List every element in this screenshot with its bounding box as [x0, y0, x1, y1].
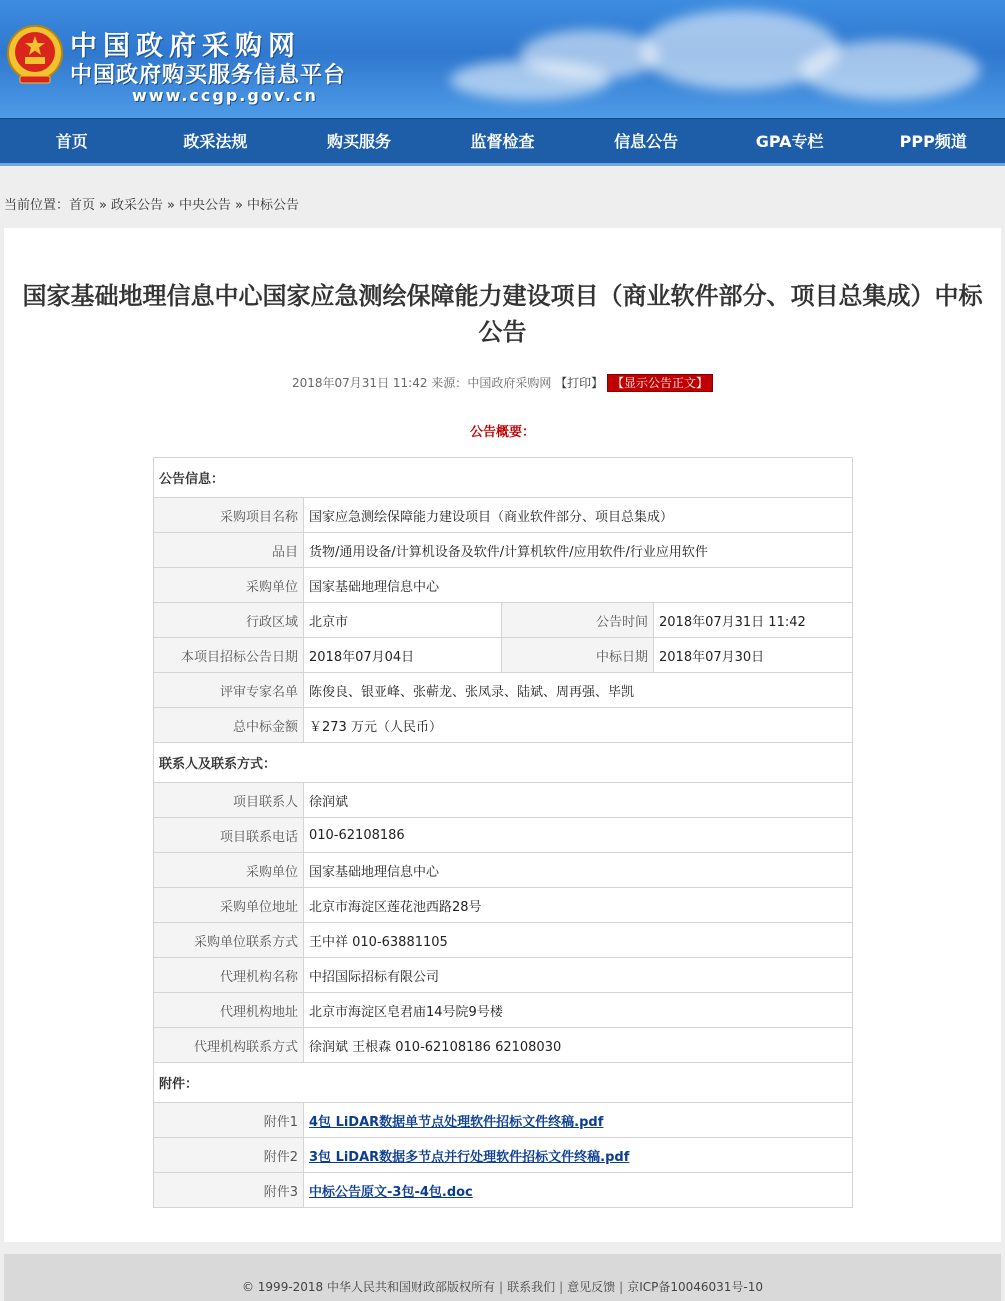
table-row [154, 498, 853, 533]
nav-item-gpa[interactable]: GPA专栏 [755, 132, 824, 151]
breadcrumb-separator: » [235, 198, 243, 213]
site-url[interactable]: www.ccgp.gov.cn [132, 86, 318, 105]
header-cloud [450, 60, 610, 100]
amount-value: ￥273 万元（人民币） [304, 708, 853, 743]
award-date-value: 2018年07月30日 [654, 638, 853, 673]
contact-phone-value: 010-62108186 [304, 818, 853, 853]
purchaser-contact-value: 王中祥 010-63881105 [304, 923, 853, 958]
notice-time-value: 2018年07月31日 11:42 [654, 603, 853, 638]
site-header [0, 0, 1005, 118]
site-name-secondary[interactable]: 中国政府购买服务信息平台 [70, 63, 347, 88]
notice-time-label: 公告时间 [502, 603, 654, 638]
section-contact-info: 联系人及联系方式： [154, 743, 853, 783]
site-name-primary[interactable]: 中国政府采购网 [70, 31, 301, 62]
category-value: 货物/通用设备/计算机设备及软件/计算机软件/应用软件/行业应用软件 [304, 533, 853, 568]
table-row [154, 638, 853, 673]
nav-item-ppp[interactable]: PPP频道 [899, 132, 967, 151]
project-name-label: 采购项目名称 [154, 498, 304, 533]
print-link[interactable]: 【打印】 [555, 376, 604, 390]
footer-contact-link[interactable]: 联系我们 [507, 1280, 556, 1294]
section-notice-info: 公告信息： [154, 458, 853, 498]
category-label: 品目 [154, 533, 304, 568]
table-row [154, 743, 853, 783]
bid-notice-date-label: 本项目招标公告日期 [154, 638, 304, 673]
table-row [154, 1173, 853, 1208]
project-name-value: 国家应急测绘保障能力建设项目（商业软件部分、项目总集成） [304, 498, 853, 533]
table-row [154, 888, 853, 923]
header-cloud [800, 40, 980, 100]
table-row [154, 533, 853, 568]
agency-contact-label: 代理机构联系方式 [154, 1028, 304, 1063]
purchaser-label: 采购单位 [154, 568, 304, 603]
table-row [154, 673, 853, 708]
attachment-3-cell [304, 1173, 853, 1208]
attachment-2-label: 附件2 [154, 1138, 304, 1173]
footer-icp[interactable]: 京ICP备10046031号-10 [627, 1280, 764, 1294]
main-nav [0, 118, 1005, 166]
table-row [154, 708, 853, 743]
contact-person-label: 项目联系人 [154, 783, 304, 818]
nav-item-home[interactable]: 首页 [55, 132, 88, 151]
national-emblem-icon[interactable] [6, 24, 64, 86]
table-row [154, 1028, 853, 1063]
attachment-2-cell [304, 1138, 853, 1173]
table-row [154, 1138, 853, 1173]
agency-address-label: 代理机构地址 [154, 993, 304, 1028]
table-row [154, 783, 853, 818]
table-row [154, 958, 853, 993]
purchaser2-label: 采购单位 [154, 853, 304, 888]
purchaser-address-value: 北京市海淀区莲花池西路28号 [304, 888, 853, 923]
attachment-1-label: 附件1 [154, 1103, 304, 1138]
site-footer: © 1999-2018 中华人民共和国财政部版权所有 | 联系我们 | 意见反馈 | 京ICP备10046031号-10 [4, 1254, 1001, 1301]
breadcrumb [0, 166, 1005, 222]
nav-item-services[interactable]: 购买服务 [326, 132, 391, 151]
attachment-2-link[interactable]: 3包 LiDAR数据多节点并行处理软件招标文件终稿.pdf [309, 1149, 630, 1165]
source-label: 来源： [431, 376, 468, 390]
attachment-3-link[interactable]: 中标公告原文-3包-4包.doc [309, 1184, 473, 1200]
table-row [154, 993, 853, 1028]
table-row [154, 818, 853, 853]
region-label: 行政区域 [154, 603, 304, 638]
experts-value: 陈俊良、银亚峰、张蕲龙、张凤录、陆斌、周再强、毕凯 [304, 673, 853, 708]
attachment-1-cell [304, 1103, 853, 1138]
breadcrumb-prefix: 当前位置： [4, 198, 70, 213]
table-row [154, 568, 853, 603]
purchaser-address-label: 采购单位地址 [154, 888, 304, 923]
table-row [154, 1103, 853, 1138]
agency-address-value: 北京市海淀区皂君庙14号院9号楼 [304, 993, 853, 1028]
breadcrumb-separator: » [99, 198, 107, 213]
content-panel [4, 228, 1001, 1242]
summary-heading: 公告概要： [469, 425, 535, 440]
breadcrumb-separator: » [167, 198, 175, 213]
table-row [154, 923, 853, 958]
purchaser2-value: 国家基础地理信息中心 [304, 853, 853, 888]
region-value: 北京市 [304, 603, 502, 638]
article-meta [4, 374, 1001, 392]
contact-person-value: 徐润斌 [304, 783, 853, 818]
nav-item-supervision[interactable]: 监督检查 [470, 132, 535, 151]
section-attachments: 附件： [154, 1063, 853, 1103]
show-body-button[interactable]: 【显示公告正文】 [607, 374, 713, 392]
contact-phone-label: 项目联系电话 [154, 818, 304, 853]
purchaser-value: 国家基础地理信息中心 [304, 568, 853, 603]
experts-label: 评审专家名单 [154, 673, 304, 708]
attachment-3-label: 附件3 [154, 1173, 304, 1208]
breadcrumb-item-central[interactable]: 中央公告 [178, 198, 231, 213]
attachment-1-link[interactable]: 4包 LiDAR数据单节点处理软件招标文件终稿.pdf [309, 1114, 604, 1130]
breadcrumb-item-procurement[interactable]: 政采公告 [111, 198, 164, 213]
notice-summary-table [153, 457, 853, 1208]
table-row [154, 1063, 853, 1103]
agency-name-label: 代理机构名称 [154, 958, 304, 993]
footer-copyright: © 1999-2018 中华人民共和国财政部版权所有 [241, 1280, 496, 1294]
award-date-label: 中标日期 [502, 638, 654, 673]
breadcrumb-item-award[interactable]: 中标公告 [246, 198, 299, 213]
bid-notice-date-value: 2018年07月04日 [304, 638, 502, 673]
agency-name-value: 中招国际招标有限公司 [304, 958, 853, 993]
nav-item-announcements[interactable]: 信息公告 [614, 132, 679, 151]
amount-label: 总中标金额 [154, 708, 304, 743]
purchaser-contact-label: 采购单位联系方式 [154, 923, 304, 958]
footer-feedback-link[interactable]: 意见反馈 [567, 1280, 616, 1294]
source-name: 中国政府采购网 [467, 376, 552, 390]
table-row [154, 458, 853, 498]
agency-contact-value: 徐润斌 王根森 010-62108186 62108030 [304, 1028, 853, 1063]
table-row [154, 603, 853, 638]
breadcrumb-item-home[interactable]: 首页 [69, 198, 96, 213]
nav-item-regulations[interactable]: 政采法规 [183, 132, 248, 151]
page-title: 国家基础地理信息中心国家应急测绘保障能力建设项目（商业软件部分、项目总集成）中标公告 [22, 282, 983, 346]
table-row [154, 853, 853, 888]
publish-datetime: 2018年07月31日 11:42 [291, 376, 428, 390]
